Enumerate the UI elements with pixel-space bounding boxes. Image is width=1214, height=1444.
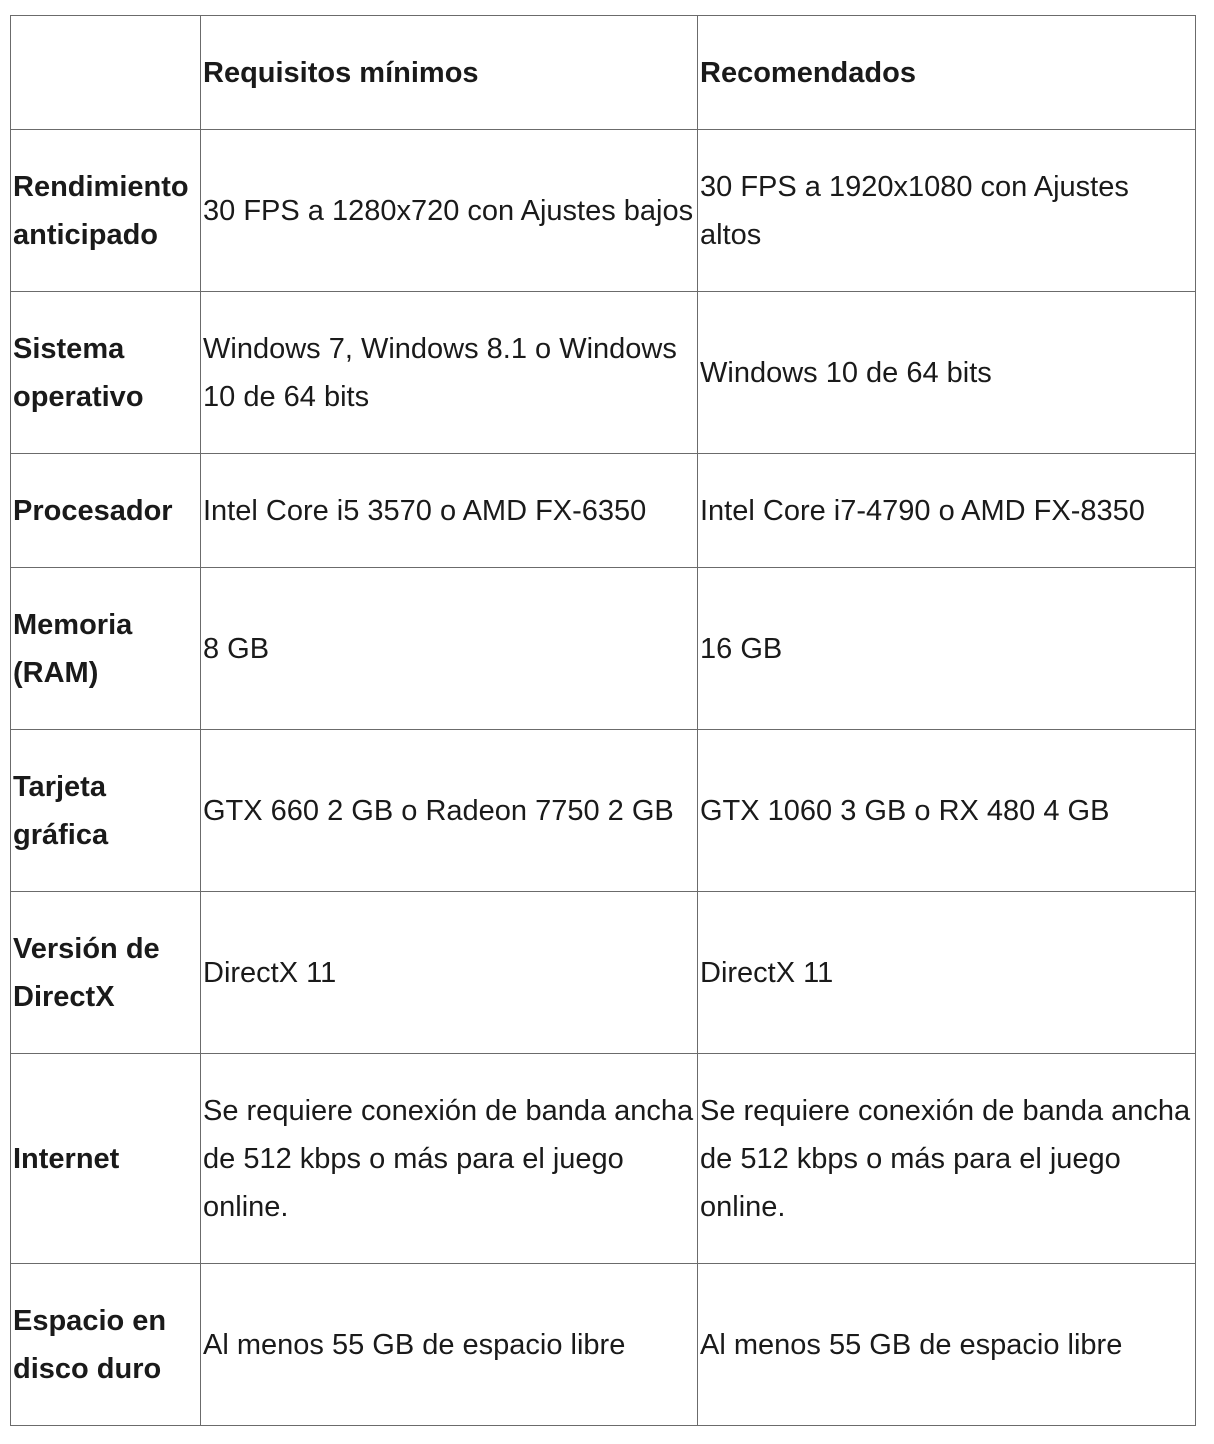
minimum-cell: DirectX 11	[201, 892, 698, 1054]
minimum-cell: 30 FPS a 1280x720 con Ajustes bajos	[201, 130, 698, 292]
table-row	[11, 892, 1196, 1054]
table-row	[11, 454, 1196, 568]
row-label: Tarjeta gráfica	[11, 730, 201, 892]
table-row	[11, 292, 1196, 454]
recommended-cell: Windows 10 de 64 bits	[698, 292, 1196, 454]
minimum-cell: GTX 660 2 GB o Radeon 7750 2 GB	[201, 730, 698, 892]
header-recommended: Recomendados	[698, 16, 1196, 130]
row-label: Rendimiento anticipado	[11, 130, 201, 292]
row-label: Versión de DirectX	[11, 892, 201, 1054]
row-label: Espacio en disco duro	[11, 1264, 201, 1426]
row-label: Procesador	[11, 454, 201, 568]
table-row	[11, 130, 1196, 292]
recommended-cell: Al menos 55 GB de espacio libre	[698, 1264, 1196, 1426]
table-row	[11, 730, 1196, 892]
minimum-cell: 8 GB	[201, 568, 698, 730]
row-label: Memoria (RAM)	[11, 568, 201, 730]
requirements-table	[10, 15, 1196, 1426]
row-label: Sistema operativo	[11, 292, 201, 454]
recommended-cell: Intel Core i7-4790 o AMD FX-8350	[698, 454, 1196, 568]
header-empty-cell	[11, 16, 201, 130]
recommended-cell: DirectX 11	[698, 892, 1196, 1054]
minimum-cell: Se requiere conexión de banda ancha de 512 kbps o más para el juego online.	[201, 1054, 698, 1264]
table-row	[11, 1264, 1196, 1426]
minimum-cell: Intel Core i5 3570 o AMD FX-6350	[201, 454, 698, 568]
minimum-cell: Windows 7, Windows 8.1 o Windows 10 de 64 bits	[201, 292, 698, 454]
recommended-cell: 30 FPS a 1920x1080 con Ajustes altos	[698, 130, 1196, 292]
recommended-cell: 16 GB	[698, 568, 1196, 730]
minimum-cell: Al menos 55 GB de espacio libre	[201, 1264, 698, 1426]
recommended-cell: GTX 1060 3 GB o RX 480 4 GB	[698, 730, 1196, 892]
header-minimum: Requisitos mínimos	[201, 16, 698, 130]
row-label: Internet	[11, 1054, 201, 1264]
recommended-cell: Se requiere conexión de banda ancha de 512 kbps o más para el juego online.	[698, 1054, 1196, 1264]
table-row	[11, 568, 1196, 730]
table-row	[11, 1054, 1196, 1264]
table-header-row	[11, 16, 1196, 130]
